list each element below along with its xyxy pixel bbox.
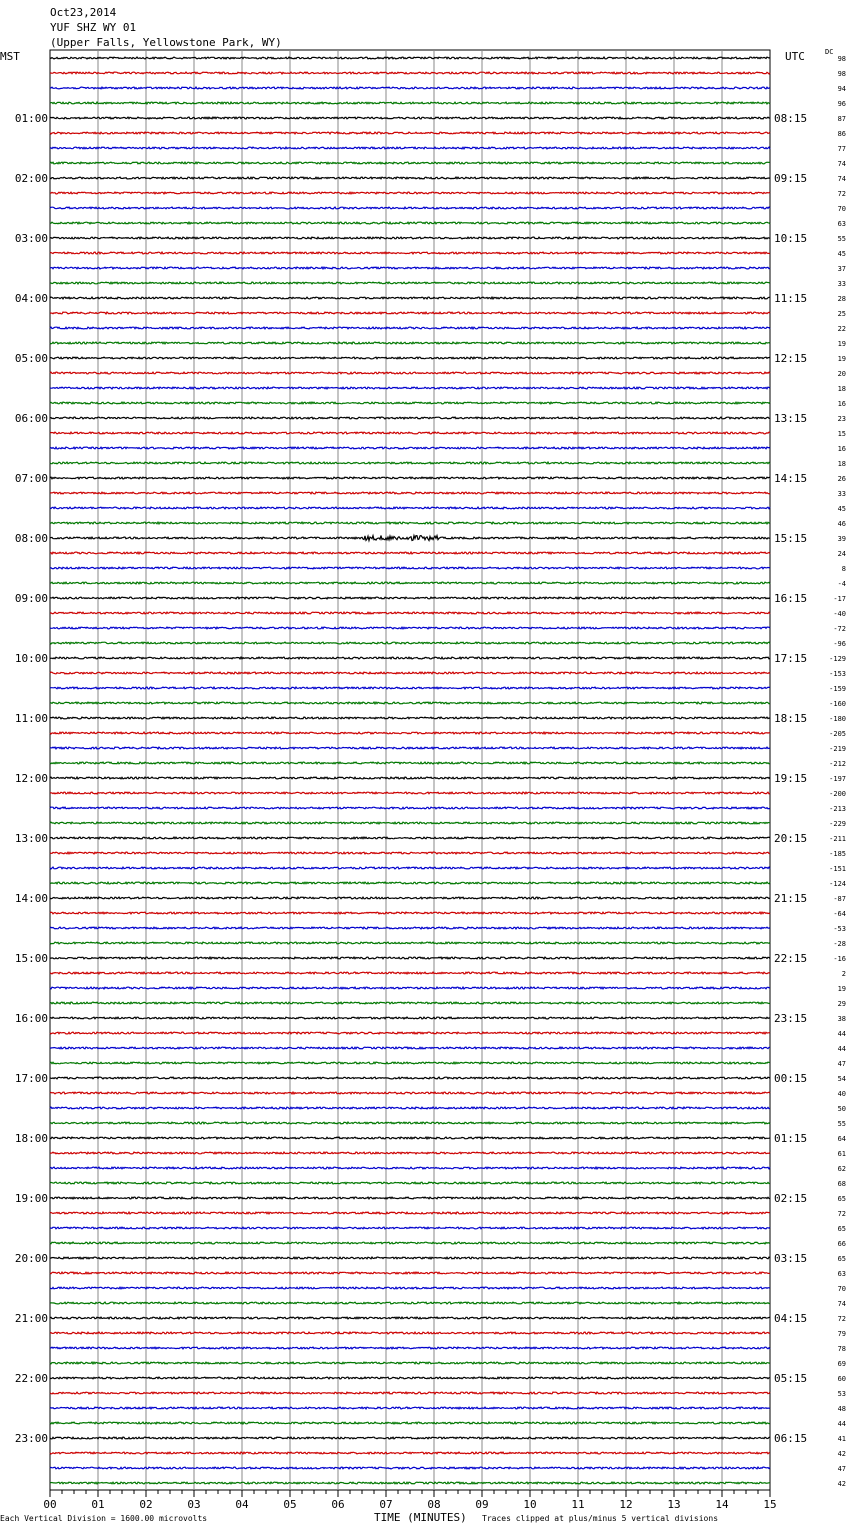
seismic-trace — [50, 282, 770, 284]
dc-offset-label: 28 — [837, 295, 846, 303]
dc-offset-label: 94 — [837, 85, 846, 93]
seismic-trace — [50, 1272, 770, 1274]
dc-offset-label: 72 — [837, 1210, 846, 1218]
seismic-trace — [50, 477, 770, 479]
dc-offset-label: -185 — [829, 850, 846, 858]
right-timezone-label: UTC — [785, 50, 805, 63]
x-tick-label: 05 — [283, 1498, 297, 1511]
utc-hour-label: 21:15 — [774, 892, 808, 905]
dc-offset-label: 55 — [837, 235, 846, 243]
scale-note: Each Vertical Division = 1600.00 microvolts — [0, 1514, 208, 1523]
seismic-trace — [50, 447, 770, 449]
x-tick-label: 06 — [331, 1498, 345, 1511]
seismic-trace — [50, 536, 770, 541]
dc-offset-label: -87 — [833, 895, 846, 903]
seismic-trace — [50, 1392, 770, 1394]
dc-offset-label: 60 — [837, 1375, 846, 1383]
dc-offset-label: 77 — [837, 145, 846, 153]
header-station: YUF SHZ WY 01 — [50, 21, 137, 34]
dc-offset-label: 65 — [837, 1255, 846, 1263]
dc-offset-label: 46 — [837, 520, 846, 528]
dc-offset-label: 50 — [837, 1105, 846, 1113]
x-tick-label: 09 — [475, 1498, 489, 1511]
seismic-trace — [50, 822, 770, 824]
seismic-trace — [50, 1107, 770, 1109]
seismic-trace — [50, 177, 770, 179]
mst-hour-label: 22:00 — [14, 1372, 48, 1385]
seismic-trace — [50, 1317, 770, 1319]
dc-offset-label: 69 — [837, 1360, 846, 1368]
dc-offset-label: -212 — [829, 760, 846, 768]
seismic-trace — [50, 1182, 770, 1184]
seismic-trace — [50, 1452, 770, 1454]
dc-offset-label: 44 — [837, 1030, 846, 1038]
seismic-trace — [50, 627, 770, 629]
dc-offset-label: 42 — [837, 1450, 846, 1458]
utc-hour-label: 09:15 — [774, 172, 808, 185]
mst-hour-label: 20:00 — [14, 1252, 48, 1265]
mst-hour-label: 23:00 — [14, 1432, 48, 1445]
mst-hour-label: 13:00 — [14, 832, 48, 845]
seismic-trace — [50, 1482, 770, 1484]
header-location: (Upper Falls, Yellowstone Park, WY) — [50, 36, 282, 49]
seismic-trace — [50, 267, 770, 269]
seismic-trace — [50, 912, 770, 914]
seismic-trace — [50, 1347, 770, 1349]
seismic-trace — [50, 207, 770, 209]
seismic-trace — [50, 1257, 770, 1259]
utc-hour-label: 00:15 — [774, 1072, 808, 1085]
dc-offset-label: -200 — [829, 790, 846, 798]
utc-hour-label: 20:15 — [774, 832, 808, 845]
dc-offset-label: 22 — [837, 325, 846, 333]
dc-offset-label: 72 — [837, 1315, 846, 1323]
dc-offset-label: 53 — [837, 1390, 846, 1398]
dc-offset-label: 74 — [837, 175, 846, 183]
seismic-trace — [50, 672, 770, 674]
utc-hour-label: 10:15 — [774, 232, 808, 245]
dc-offset-label: 40 — [837, 1090, 846, 1098]
seismic-trace — [50, 882, 770, 884]
mst-hour-label: 14:00 — [14, 892, 48, 905]
dc-offset-label: -96 — [833, 640, 846, 648]
utc-hour-label: 03:15 — [774, 1252, 808, 1265]
mst-hour-label: 05:00 — [14, 352, 48, 365]
utc-hour-label: 16:15 — [774, 592, 808, 605]
dc-offset-label: -4 — [837, 580, 846, 588]
x-tick-label: 11 — [571, 1498, 585, 1511]
seismic-trace — [50, 147, 770, 149]
seismic-trace — [50, 72, 770, 74]
dc-offset-label: 48 — [837, 1405, 846, 1413]
seismic-trace — [50, 1212, 770, 1214]
utc-hour-label: 06:15 — [774, 1432, 808, 1445]
seismic-trace — [50, 222, 770, 224]
clip-note: Traces clipped at plus/minus 5 vertical divisions — [482, 1514, 719, 1523]
seismic-trace — [50, 687, 770, 689]
mst-hour-label: 06:00 — [14, 412, 48, 425]
mst-hour-label: 01:00 — [14, 112, 48, 125]
seismic-trace — [50, 252, 770, 254]
dc-offset-label: 20 — [837, 370, 846, 378]
seismic-trace — [50, 417, 770, 419]
dc-offset-label: 33 — [837, 490, 846, 498]
dc-offset-label: 98 — [837, 55, 846, 63]
dc-offset-label: 24 — [837, 550, 846, 558]
dc-offset-label: 19 — [837, 985, 846, 993]
mst-hour-label: 16:00 — [14, 1012, 48, 1025]
dc-offset-label: 74 — [837, 160, 846, 168]
dc-offset-label: 63 — [837, 220, 846, 228]
dc-offset-label: 64 — [837, 1135, 846, 1143]
seismic-trace — [50, 1152, 770, 1154]
dc-offset-label: 98 — [837, 70, 846, 78]
seismic-trace — [50, 1332, 770, 1334]
seismic-trace — [50, 1302, 770, 1304]
dc-offset-label: 38 — [837, 1015, 846, 1023]
dc-offset-label: 23 — [837, 415, 846, 423]
utc-hour-label: 18:15 — [774, 712, 808, 725]
dc-offset-label: 41 — [837, 1435, 846, 1443]
dc-offset-label: -17 — [833, 595, 846, 603]
mst-hour-label: 10:00 — [14, 652, 48, 665]
utc-hour-label: 04:15 — [774, 1312, 808, 1325]
seismic-trace — [50, 102, 770, 104]
seismic-trace — [50, 1467, 770, 1469]
dc-offset-label: 62 — [837, 1165, 846, 1173]
dc-offset-label: -205 — [829, 730, 846, 738]
seismic-trace — [50, 1167, 770, 1169]
seismic-trace — [50, 1077, 770, 1079]
dc-offset-label: 86 — [837, 130, 846, 138]
mst-hour-label: 09:00 — [14, 592, 48, 605]
seismic-trace — [50, 117, 770, 119]
seismic-trace — [50, 567, 770, 569]
x-tick-label: 03 — [187, 1498, 201, 1511]
dc-offset-label: 70 — [837, 205, 846, 213]
dc-offset-label: 63 — [837, 1270, 846, 1278]
dc-offset-label: 55 — [837, 1120, 846, 1128]
seismic-trace — [50, 162, 770, 164]
dc-offset-label: 54 — [837, 1075, 846, 1083]
seismic-trace — [50, 987, 770, 989]
dc-offset-label: 29 — [837, 1000, 846, 1008]
utc-hour-label: 11:15 — [774, 292, 808, 305]
mst-hour-label: 03:00 — [14, 232, 48, 245]
dc-offset-label: -213 — [829, 805, 846, 813]
seismic-trace — [50, 1017, 770, 1019]
left-timezone-label: MST — [0, 50, 20, 63]
dc-offset-label: 68 — [837, 1180, 846, 1188]
seismic-trace — [50, 657, 770, 659]
dc-offset-label: 16 — [837, 400, 846, 408]
seismic-trace — [50, 582, 770, 584]
dc-offset-label: 39 — [837, 535, 846, 543]
x-tick-label: 01 — [91, 1498, 105, 1511]
dc-offset-label: -16 — [833, 955, 846, 963]
seismic-trace — [50, 312, 770, 314]
x-tick-label: 15 — [763, 1498, 777, 1511]
dc-offset-label: 2 — [841, 970, 846, 978]
dc-offset-label: 79 — [837, 1330, 846, 1338]
dc-offset-label: 16 — [837, 445, 846, 453]
seismic-trace — [50, 642, 770, 644]
dc-offset-label: 72 — [837, 190, 846, 198]
seismic-trace — [50, 432, 770, 434]
mst-hour-label: 15:00 — [14, 952, 48, 965]
x-tick-label: 10 — [523, 1498, 537, 1511]
mst-hour-label: 07:00 — [14, 472, 48, 485]
utc-hour-label: 14:15 — [774, 472, 808, 485]
seismic-trace — [50, 192, 770, 194]
x-tick-label: 08 — [427, 1498, 441, 1511]
dc-offset-label: 74 — [837, 1300, 846, 1308]
mst-hour-label: 11:00 — [14, 712, 48, 725]
seismic-trace — [50, 552, 770, 554]
seismic-trace — [50, 57, 770, 59]
dc-offset-label: 96 — [837, 100, 846, 108]
seismic-trace — [50, 132, 770, 134]
dc-offset-label: 19 — [837, 340, 846, 348]
seismic-trace — [50, 942, 770, 944]
x-tick-label: 07 — [379, 1498, 393, 1511]
seismic-trace — [50, 1377, 770, 1379]
dc-offset-label: -211 — [829, 835, 846, 843]
dc-offset-label: 65 — [837, 1225, 846, 1233]
seismic-trace — [50, 1002, 770, 1004]
seismic-trace — [50, 1227, 770, 1229]
dc-offset-label: 70 — [837, 1285, 846, 1293]
seismic-trace — [50, 1287, 770, 1289]
seismic-trace — [50, 297, 770, 299]
dc-offset-label: 44 — [837, 1045, 846, 1053]
utc-hour-label: 08:15 — [774, 112, 808, 125]
seismic-trace — [50, 717, 770, 719]
seismic-trace — [50, 87, 770, 89]
dc-offset-label: -129 — [829, 655, 846, 663]
utc-hour-label: 22:15 — [774, 952, 808, 965]
seismic-trace — [50, 792, 770, 794]
dc-offset-label: 47 — [837, 1060, 846, 1068]
seismic-trace — [50, 1197, 770, 1199]
seismic-trace — [50, 1362, 770, 1364]
mst-hour-label: 08:00 — [14, 532, 48, 545]
x-axis-label: TIME (MINUTES) — [374, 1511, 467, 1524]
seismic-trace — [50, 462, 770, 464]
seismic-trace — [50, 1437, 770, 1439]
seismic-trace — [50, 957, 770, 959]
dc-offset-label: -40 — [833, 610, 846, 618]
seismic-trace — [50, 237, 770, 239]
seismic-trace — [50, 1032, 770, 1034]
seismic-trace — [50, 837, 770, 839]
dc-offset-label: 42 — [837, 1480, 846, 1488]
seismic-trace — [50, 1422, 770, 1424]
dc-offset-label: 26 — [837, 475, 846, 483]
dc-offset-label: 18 — [837, 385, 846, 393]
seismic-trace — [50, 1062, 770, 1064]
mst-hour-label: 04:00 — [14, 292, 48, 305]
dc-offset-label: 45 — [837, 505, 846, 513]
dc-offset-label: -159 — [829, 685, 846, 693]
mst-hour-label: 21:00 — [14, 1312, 48, 1325]
dc-offset-label: 15 — [837, 430, 846, 438]
seismic-trace — [50, 522, 770, 524]
dc-offset-label: 44 — [837, 1420, 846, 1428]
utc-hour-label: 05:15 — [774, 1372, 808, 1385]
seismic-trace — [50, 387, 770, 389]
seismic-trace — [50, 1047, 770, 1049]
seismic-trace — [50, 747, 770, 749]
dc-offset-label: 33 — [837, 280, 846, 288]
dc-offset-label: 8 — [841, 565, 846, 573]
utc-hour-label: 13:15 — [774, 412, 808, 425]
seismic-trace — [50, 327, 770, 329]
seismic-trace — [50, 897, 770, 899]
seismic-trace — [50, 732, 770, 734]
dc-offset-label: -153 — [829, 670, 846, 678]
seismic-trace — [50, 1122, 770, 1124]
mst-hour-label: 18:00 — [14, 1132, 48, 1145]
mst-hour-label: 02:00 — [14, 172, 48, 185]
dc-offset-label: -72 — [833, 625, 846, 633]
seismic-trace — [50, 972, 770, 974]
dc-offset-label: 19 — [837, 355, 846, 363]
header-date: Oct23,2014 — [50, 6, 117, 19]
utc-hour-label: 12:15 — [774, 352, 808, 365]
dc-offset-label: -124 — [829, 880, 846, 888]
dc-offset-label: -64 — [833, 910, 846, 918]
seismic-trace — [50, 597, 770, 599]
seismic-trace — [50, 1137, 770, 1139]
seismic-trace — [50, 492, 770, 494]
seismic-trace — [50, 867, 770, 869]
mst-hour-label: 17:00 — [14, 1072, 48, 1085]
seismic-trace — [50, 852, 770, 854]
utc-hour-label: 23:15 — [774, 1012, 808, 1025]
x-tick-label: 14 — [715, 1498, 729, 1511]
seismic-trace — [50, 402, 770, 404]
seismic-trace — [50, 612, 770, 614]
dc-offset-label: -197 — [829, 775, 846, 783]
dc-offset-label: -219 — [829, 745, 846, 753]
seismic-trace — [50, 1092, 770, 1094]
utc-hour-label: 15:15 — [774, 532, 808, 545]
seismic-trace — [50, 1407, 770, 1409]
dc-offset-label: 87 — [837, 115, 846, 123]
utc-hour-label: 01:15 — [774, 1132, 808, 1145]
seismic-trace — [50, 507, 770, 509]
dc-offset-label: 18 — [837, 460, 846, 468]
dc-offset-label: -151 — [829, 865, 846, 873]
mst-hour-label: 12:00 — [14, 772, 48, 785]
dc-column-label: DC — [825, 48, 834, 56]
dc-offset-label: -28 — [833, 940, 846, 948]
x-tick-label: 13 — [667, 1498, 681, 1511]
dc-offset-label: 66 — [837, 1240, 846, 1248]
seismic-trace — [50, 357, 770, 359]
dc-offset-label: 61 — [837, 1150, 846, 1158]
dc-offset-label: 65 — [837, 1195, 846, 1203]
dc-offset-label: -180 — [829, 715, 846, 723]
utc-hour-label: 02:15 — [774, 1192, 808, 1205]
seismic-trace — [50, 777, 770, 779]
x-tick-label: 02 — [139, 1498, 153, 1511]
dc-offset-label: -229 — [829, 820, 846, 828]
x-tick-label: 00 — [43, 1498, 57, 1511]
dc-offset-label: -53 — [833, 925, 846, 933]
dc-offset-label: 45 — [837, 250, 846, 258]
x-tick-label: 04 — [235, 1498, 249, 1511]
seismic-trace — [50, 702, 770, 704]
utc-hour-label: 19:15 — [774, 772, 808, 785]
seismic-trace — [50, 762, 770, 764]
utc-hour-label: 17:15 — [774, 652, 808, 665]
seismic-trace — [50, 342, 770, 344]
seismic-trace — [50, 372, 770, 374]
dc-offset-label: 37 — [837, 265, 846, 273]
x-tick-label: 12 — [619, 1498, 633, 1511]
dc-offset-label: 25 — [837, 310, 846, 318]
dc-offset-label: 47 — [837, 1465, 846, 1473]
dc-offset-label: 78 — [837, 1345, 846, 1353]
seismic-trace — [50, 807, 770, 809]
seismic-trace — [50, 927, 770, 929]
mst-hour-label: 19:00 — [14, 1192, 48, 1205]
dc-offset-label: -160 — [829, 700, 846, 708]
seismic-trace — [50, 1242, 770, 1244]
